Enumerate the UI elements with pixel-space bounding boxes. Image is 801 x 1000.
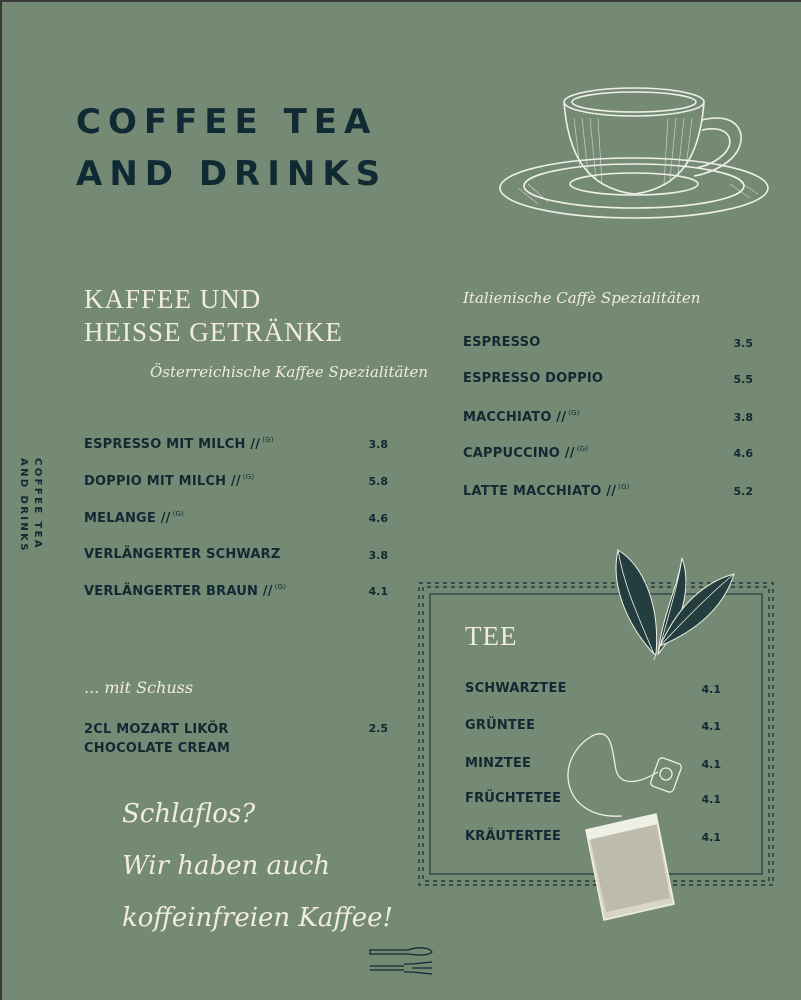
- menu-item-name-line1: 2CL MOZART LIKÖR: [84, 722, 229, 737]
- menu-item-price: 4.1: [701, 683, 721, 696]
- allergen-note: (G): [262, 436, 274, 444]
- left-border: [0, 0, 2, 1000]
- menu-item-price: 4.1: [701, 720, 721, 733]
- menu-item-name: CAPPUCCINO //: [463, 446, 575, 461]
- menu-item-price: 5.5: [733, 373, 753, 386]
- menu-item: [84, 436, 274, 452]
- menu-item: [463, 371, 603, 386]
- menu-item-name: ESPRESSO: [463, 335, 541, 350]
- menu-item-name: VERLÄNGERTER SCHWARZ: [84, 547, 281, 562]
- menu-item: [84, 473, 254, 489]
- menu-item-price: 4.1: [368, 585, 388, 598]
- menu-item-name: MELANGE //: [84, 511, 171, 526]
- menu-item: [465, 681, 567, 696]
- menu-item-price: 3.8: [733, 411, 753, 424]
- page-title: [76, 96, 387, 200]
- menu-item-name: ESPRESSO DOPPIO: [463, 371, 604, 386]
- menu-item-price: 4.1: [701, 758, 721, 771]
- tea-bag-icon: [552, 730, 692, 930]
- menu-item: [465, 791, 561, 806]
- menu-item-price: 4.1: [701, 831, 721, 844]
- side-title: [16, 458, 44, 553]
- menu-item: [463, 483, 630, 499]
- menu-item-name: MINZTEE: [465, 756, 532, 771]
- menu-item-price: 3.8: [368, 438, 388, 451]
- allergen-note: (G): [568, 409, 580, 417]
- kaffee-heading-line1: KAFFEE UND: [84, 284, 262, 314]
- page-title-line1: COFFEE TEA: [76, 102, 378, 142]
- menu-item-name: DOPPIO MIT MILCH //: [84, 474, 241, 489]
- promo-line2: Wir haben auch: [122, 851, 331, 881]
- menu-item-name-line2: CHOCOLATE CREAM: [84, 741, 231, 756]
- coffee-cup-icon: [498, 84, 774, 226]
- menu-item-name: FRÜCHTETEE: [465, 791, 562, 806]
- allergen-note: (G): [274, 583, 287, 591]
- menu-item-price: 3.5: [733, 337, 753, 350]
- menu-item-name: GRÜNTEE: [465, 718, 536, 733]
- menu-item-price: 3.8: [368, 549, 388, 562]
- menu-item-name: SCHWARZTEE: [465, 681, 567, 696]
- menu-item: [463, 409, 580, 425]
- page-title-line2: AND DRINKS: [76, 154, 388, 194]
- menu-item: [84, 547, 280, 562]
- menu-item: [465, 756, 531, 771]
- side-title-line2: AND DRINKS: [18, 458, 29, 553]
- promo-text: [122, 788, 393, 944]
- tea-leaves-icon: [608, 546, 738, 660]
- allergen-note: (G): [242, 473, 255, 481]
- kaffee-subtitle: Österreichische Kaffee Spezialitäten: [150, 363, 429, 381]
- side-title-line1: COFFEE TEA: [32, 458, 43, 551]
- cutlery-icon: [368, 944, 434, 976]
- menu-item-price: 2.5: [368, 722, 388, 735]
- menu-item-name: VERLÄNGERTER BRAUN //: [84, 584, 273, 599]
- top-border: [0, 0, 801, 2]
- menu-item-price: 5.8: [368, 475, 388, 488]
- menu-item: [84, 720, 230, 758]
- tee-heading: TEE: [465, 621, 518, 651]
- menu-item: [465, 718, 535, 733]
- promo-line1: Schlaflos?: [122, 799, 256, 829]
- menu-item: [84, 583, 286, 599]
- menu-item: [463, 445, 588, 461]
- menu-item: [465, 829, 561, 844]
- allergen-note: (G): [618, 483, 630, 491]
- menu-item-price: 4.6: [368, 512, 388, 525]
- menu-item-name: ESPRESSO MIT MILCH //: [84, 437, 261, 452]
- kaffee-heading-line2: HEISSE GETRÄNKE: [84, 317, 343, 347]
- schuss-subtitle: ... mit Schuss: [84, 678, 194, 697]
- menu-item-name: KRÄUTERTEE: [465, 829, 562, 844]
- kaffee-heading: [84, 283, 343, 349]
- italienisch-subtitle: Italienische Caffè Spezialitäten: [463, 289, 701, 307]
- menu-item-price: 4.6: [733, 447, 753, 460]
- menu-item-price: 5.2: [733, 485, 753, 498]
- menu-item: [84, 510, 184, 526]
- menu-item-name: LATTE MACCHIATO //: [463, 484, 617, 499]
- menu-item-name: MACCHIATO //: [463, 410, 567, 425]
- allergen-note: (G): [172, 510, 185, 518]
- promo-line3: koffeinfreien Kaffee!: [122, 903, 393, 933]
- allergen-note: (G): [576, 445, 589, 453]
- menu-item-price: 4.1: [701, 793, 721, 806]
- menu-item: [463, 335, 540, 350]
